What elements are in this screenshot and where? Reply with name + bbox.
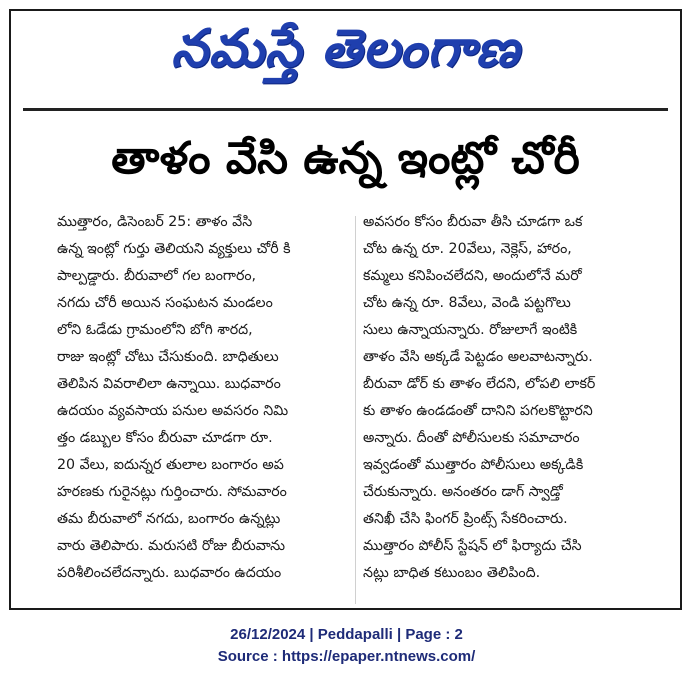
article-line: కమ్మలు కనిపించలేదని, అందులోనే మరో — [363, 268, 582, 284]
article-line: పాల్పడ్డారు. బీరువాలో గల బంగారం, — [57, 268, 257, 284]
article-line: పరిశీలించలేదన్నారు. బుధవారం ఉదయం — [57, 565, 282, 581]
article-line: తనిఖీ చేసి ఫింగర్ ప్రింట్స్ సేకరించారు. — [363, 511, 568, 527]
masthead-divider — [23, 108, 668, 111]
article-line: ఉదయం వ్యవసాయ పనుల అవసరం నిమి — [57, 403, 289, 419]
article-column-right — [363, 209, 663, 587]
article-line: త్తం డబ్బుల కోసం బీరువా చూడగా రూ. — [57, 430, 273, 446]
article-line: బీరువా డోర్ కు తాళం లేదని, లోపలి లాకర్ — [363, 376, 596, 392]
article-line: ఉన్న ఇంట్లో గుర్తు తెలియని వ్యక్తులు చోరీ కి — [57, 241, 291, 257]
clip-meta: 26/12/2024 | Peddapalli | Page : 2 — [230, 626, 463, 643]
article-line: ముత్తారం పోలీస్ స్టేషన్ లో ఫిర్యాదు చేసి — [363, 538, 582, 554]
article-line: లోని ఓడేడు గ్రామంలోని బోగి శారద, — [57, 322, 253, 338]
article-column-left — [57, 209, 347, 587]
news-clipping — [9, 9, 682, 610]
article-line: తెలిపిన వివరాలిలా ఉన్నాయి. బుధవారం — [57, 376, 281, 392]
article-line: చోట ఉన్న రూ. 8వేలు, వెండి పట్టగొలు — [363, 295, 571, 311]
article-line: నట్లు బాధిత కటుంబం తెలిపింది. — [363, 565, 541, 581]
article-line: నగదు చోరీ అయిన సంఘటన మండలం — [57, 295, 273, 311]
article-line: తమ బీరువాలో నగదు, బంగారం ఉన్నట్లు — [57, 511, 281, 527]
article-line: చోట ఉన్న రూ. 20వేలు, నెక్లెస్, హారం, — [363, 241, 572, 257]
newspaper-masthead: నమస్తే తెలంగాణ — [171, 18, 520, 79]
article-line: తాళం వేసి అక్కడే పెట్టడం అలవాటన్నారు. — [363, 349, 593, 365]
article-line: వారు తెలిపారు. మరుసటి రోజు బీరువాను — [57, 538, 286, 554]
article-line: రాజు ఇంట్లో చోటు చేసుకుంది. బాధితులు — [57, 349, 279, 365]
column-divider — [355, 216, 356, 604]
article-line: ముత్తారం, డిసెంబర్ 25: తాళం వేసి — [57, 214, 253, 230]
article-line: ఇవ్వడంతో ముత్తారం పోలీసులు అక్కడికి — [363, 457, 584, 473]
article-line: సులు ఉన్నాయన్నారు. రోజులాగే ఇంటికి — [363, 322, 578, 338]
clip-source: Source : https://epaper.ntnews.com/ — [217, 648, 476, 665]
article-line: హరణకు గురైనట్లు గుర్తించారు. సోమవారం — [57, 484, 287, 500]
article-line: చేరుకున్నారు. అనంతరం డాగ్ స్వాడ్తో — [363, 484, 563, 500]
article-line: కు తాళం ఉండడంతో దానిని పగలకొట్టారని — [363, 403, 593, 419]
article-line: అన్నారు. దీంతో పోలీసులకు సమాచారం — [363, 430, 580, 446]
article-line: అవసరం కోసం బీరువా తీసి చూడగా ఒక — [363, 214, 583, 230]
article-headline: తాళం వేసి ఉన్న ఇంట్లో చోరీ — [111, 133, 580, 184]
article-line: 20 వేలు, ఐదున్నర తులాల బంగారం అప — [57, 457, 284, 473]
